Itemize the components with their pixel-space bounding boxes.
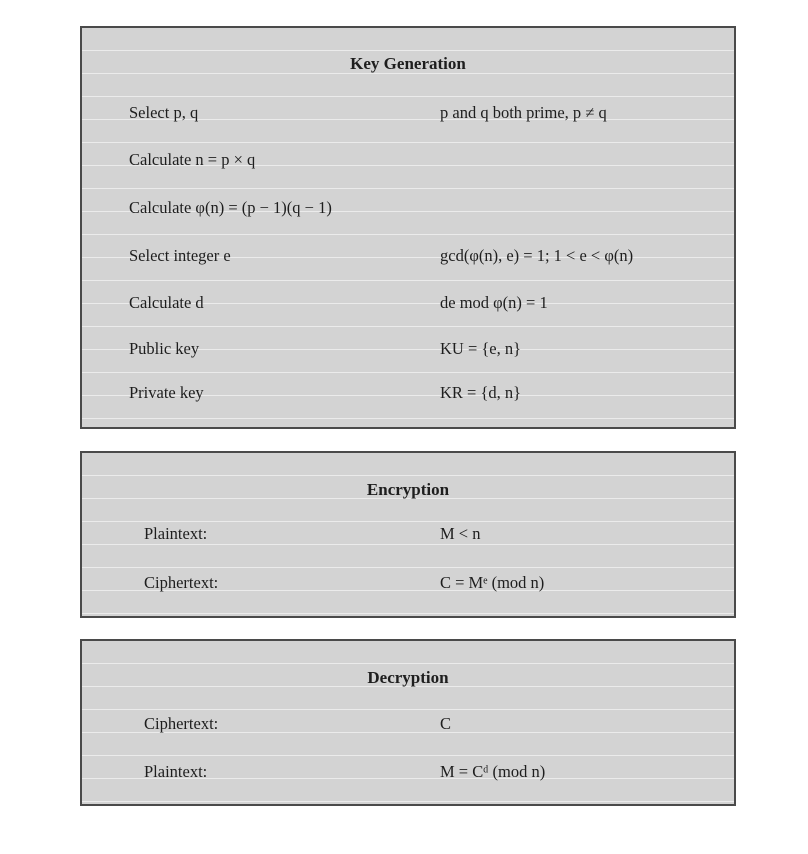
row-label: Calculate d	[129, 293, 204, 312]
key-generation-panel	[80, 26, 736, 429]
row-label: Select p, q	[129, 103, 199, 122]
row-value: KR = {d, n}	[440, 383, 522, 402]
row-label: Ciphertext:	[144, 714, 219, 733]
row-value: C	[440, 714, 452, 733]
row-value: KU = {e, n}	[440, 339, 522, 358]
row-label: Private key	[129, 383, 204, 402]
row-label: Ciphertext:	[144, 573, 219, 592]
row-value: C = Mᵉ (mod n)	[440, 573, 545, 592]
table-row	[82, 291, 734, 315]
row-value: gcd(φ(n), e) = 1; 1 < e < φ(n)	[440, 246, 634, 265]
panel-title: Encryption	[366, 480, 450, 499]
row-label: Calculate n = p × q	[129, 150, 256, 169]
table-row	[82, 571, 734, 595]
row-label: Select integer e	[129, 246, 231, 265]
table-row	[82, 712, 734, 736]
panel-title: Decryption	[367, 668, 449, 687]
row-value: M = Cᵈ (mod n)	[440, 762, 546, 781]
table-row	[82, 381, 734, 405]
table-row	[82, 522, 734, 546]
table-row	[82, 148, 734, 172]
table-row	[82, 101, 734, 125]
decryption-panel	[80, 639, 736, 806]
encryption-panel	[80, 451, 736, 618]
row-label: Plaintext:	[144, 524, 208, 543]
row-label: Plaintext:	[144, 762, 208, 781]
table-row	[82, 337, 734, 361]
table-row	[82, 196, 734, 220]
row-value: de mod φ(n) = 1	[440, 293, 548, 312]
table-row	[82, 244, 734, 268]
table-row	[82, 760, 734, 784]
row-value: p and q both prime, p ≠ q	[440, 103, 607, 122]
row-value: M < n	[440, 524, 481, 543]
panel-title: Key Generation	[350, 54, 466, 73]
row-label: Public key	[129, 339, 200, 358]
row-label: Calculate φ(n) = (p − 1)(q − 1)	[129, 198, 332, 217]
